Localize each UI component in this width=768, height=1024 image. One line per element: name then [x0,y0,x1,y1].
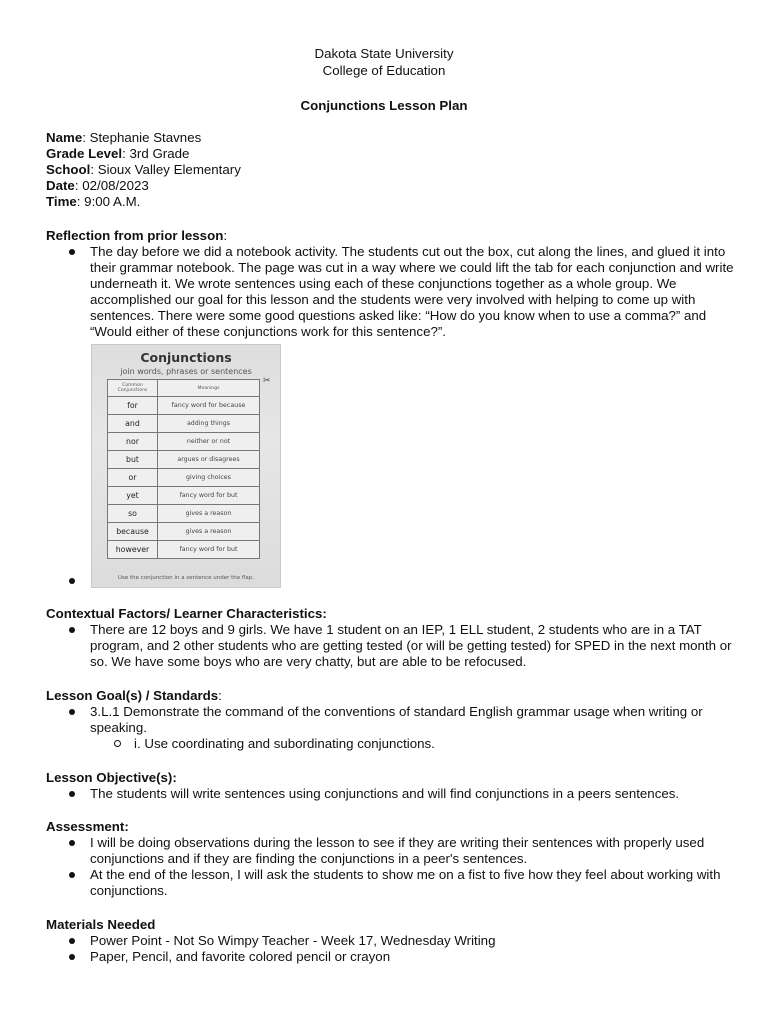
materials-heading: Materials Needed [46,917,156,932]
table-row: or giving choices [108,469,260,487]
col-header-conjunctions: Common Conjunctions [108,380,158,397]
info-grade-level: Grade Level: 3rd Grade [46,146,190,161]
reflection-heading: Reflection from prior lesson: [46,228,228,243]
table-row: but argues or disagrees [108,451,260,469]
info-school: School: Sioux Valley Elementary [46,162,241,177]
reflection-section [46,228,736,340]
info-name: Name: Stephanie Stavnes [46,130,202,145]
assessment-heading: Assessment: [46,819,129,834]
col-header-meanings: Meanings [158,380,260,397]
image-bullet [69,578,75,584]
contextual-heading: Contextual Factors/ Learner Characteristics: [46,606,327,621]
table-row: because gives a reason [108,523,260,541]
lesson-info [46,130,736,210]
table-row: however fancy word for but [108,541,260,559]
objectives-heading: Lesson Objective(s): [46,770,177,785]
materials-section [46,917,736,965]
goals-bullet: 3.L.1 Demonstrate the command of the conventions of standard English grammar usage when writing or speaking. i. Use coordinating and subordinating conjunctions. [46,704,736,752]
contextual-bullet: There are 12 boys and 9 girls. We have 1 student on an IEP, 1 ELL student, 2 students who are in a TAT program, and 2 other students who are getting tested (or will be getting tested) for SPED in the next month or so. We have some boys who are very chatty, but are able to be refocused. [46,622,736,670]
conjunctions-table [107,379,260,559]
goals-heading: Lesson Goal(s) / Standards: [46,688,222,703]
assessment-bullet: I will be doing observations during the lesson to see if they are writing their sentences with properly used conjunctions and if they are finding the conjunctions in a peer's sentences. [46,835,736,867]
info-date: Date: 02/08/2023 [46,178,149,193]
chart-subtitle: join words, phrases or sentences [120,367,252,376]
document-title: Conjunctions Lesson Plan [300,98,468,113]
table-row: yet fancy word for but [108,487,260,505]
contextual-section [46,606,736,670]
assessment-section [46,819,736,899]
conjunctions-chart-photo [91,344,281,588]
assessment-bullet: At the end of the lesson, I will ask the students to show me on a fist to five how they feel about working with conjunctions. [46,867,736,899]
table-row: so gives a reason [108,505,260,523]
scissors-icon: ✂ [263,375,271,385]
table-row: and adding things [108,415,260,433]
table-row: for fancy word for because [108,397,260,415]
goals-section [46,688,736,752]
materials-bullet: Paper, Pencil, and favorite colored pencil or crayon [46,949,736,965]
chart-footer: Use the conjunction in a sentence under the flap. [118,575,254,581]
table-row: nor neither or not [108,433,260,451]
university-name: Dakota State University [314,46,454,61]
college-name: College of Education [322,63,446,78]
chart-title: Conjunctions [140,350,232,365]
info-time: Time: 9:00 A.M. [46,194,141,209]
materials-bullet: Power Point - Not So Wimpy Teacher - Week 17, Wednesday Writing [46,933,736,949]
objectives-section [46,770,736,802]
reflection-bullet: The day before we did a notebook activity. The students cut out the box, cut along the lines, and glued it into their grammar notebook. The page was cut in a way where we could lift the tab for each conjunction and write underneath it. We wrote sentences using each of these conjunctions together as a whole group. We accomplished our goal for this lesson and the students were very involved with helping to come up with sentences. There were some good questions asked like: “How do you know when to use a comma?” and “Would either of these conjunctions work for this sentence?”. [46,244,736,340]
goals-sub-bullet: i. Use coordinating and subordinating conjunctions. [90,736,736,752]
objectives-bullet: The students will write sentences using conjunctions and will find conjunctions in a peers sentences. [46,786,736,802]
